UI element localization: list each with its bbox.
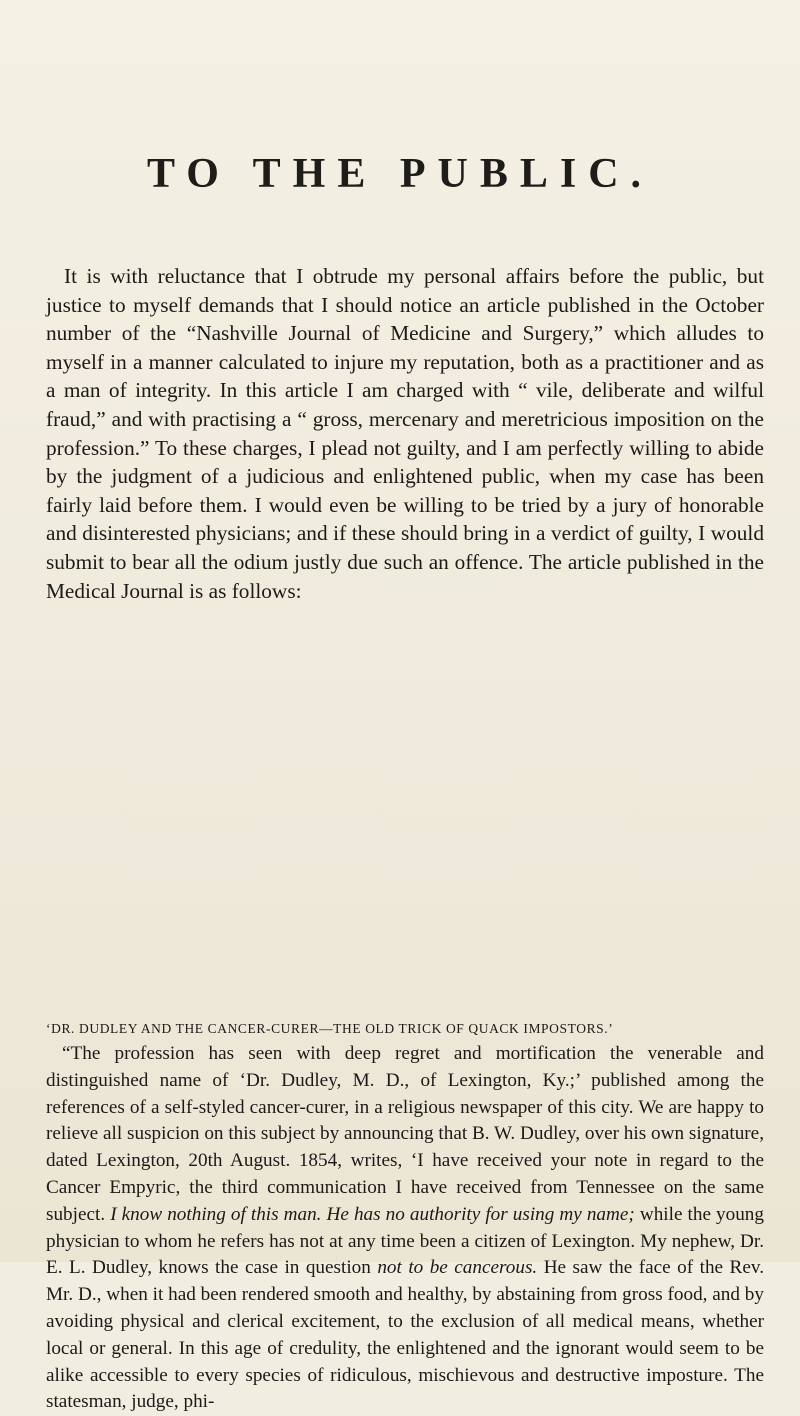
- quote-heading: ‘DR. DUDLEY AND THE CANCER-CURER—THE OLD TRICK OF QUACK IMPOSTORS.’: [46, 1021, 614, 1036]
- quoted-paragraph: [46, 1041, 764, 1416]
- quote-text-part-3: He saw the face of the Rev. Mr. D., when it had been rendered smooth and healthy, by abstaining from gross food, and by avoiding physical and clerical excitement, to the exclusion of all medical means, whether local or general. In this age of credulity, the enlightened and the ignorant would seem to be alike accessible to every species of ridiculous, mischievous and destructive imposture. The statesman, judge, phi-: [46, 1257, 764, 1413]
- quote-text-part-2: while the young physician to whom he refers has not at any time been a citizen of Lexington. My nephew, Dr. E. L. Dudley, knows the case in question: [46, 1203, 764, 1279]
- page-title: TO THE PUBLIC.: [146, 151, 654, 197]
- quote-italic-2: not to be cancerous.: [377, 1257, 538, 1279]
- quoted-article: [46, 1041, 764, 1416]
- quote-italic-1: I know nothing of this man. He has no authority for using my name;: [110, 1203, 635, 1225]
- main-paragraph: It is with reluctance that I obtrude my personal affairs before the public, but justice to myself demands that I should notice an article published in the October number of the “Nashville Journal of Medicine and Surgery,” which alludes to myself in a manner calculated to injure my reputation, both as a practitioner and as a man of integrity. In this article I am charged with “ vile, deliberate and wilful fraud,” and with practising a “ gross, mercenary and meretricious imposition on the profession.” To these charges, I plead not guilty, and I am perfectly willing to abide by the judgment of a judicious and enlightened public, when my case has been fairly laid before them. I would even be willing to be tried by a jury of honorable and disinterested physicians; and if these should bring in a verdict of guilty, I would submit to bear all the odium justly due such an offence. The article published in the Medical Journal is as follows:: [46, 264, 764, 603]
- main-paragraph-block: [46, 262, 764, 605]
- quote-text-part-1: “The profession has seen with deep regret and mortification the venerable and distinguished name of ‘Dr. Dudley, M. D., of Lexington, Ky.;’ published among the references of a self-styled cancer-curer, in a religious newspaper of this city. We are happy to relieve all suspicion on this subject by announcing that B. W. Dudley, over his own signature, dated Lexington, 20th August. 1854, writes, ‘I have received your note in regard to the Cancer Empyric, the third communication I have received from Tennessee on the same subject.: [46, 1043, 764, 1225]
